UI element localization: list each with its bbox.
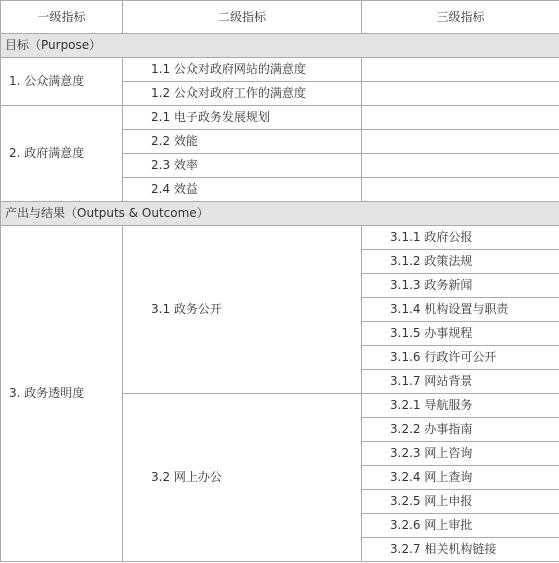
header-level1: 一级指标 xyxy=(1,1,123,34)
level2-cell: 3.2 网上办公 xyxy=(123,394,362,562)
section-row-purpose xyxy=(1,34,559,58)
level3-cell xyxy=(362,82,559,106)
level2-cell: 1.1 公众对政府网站的满意度 xyxy=(123,58,362,82)
level3-cell: 3.1.1 政府公报 xyxy=(362,226,559,250)
level1-cell: 1. 公众满意度 xyxy=(1,58,123,106)
level3-cell xyxy=(362,154,559,178)
level1-cell: 2. 政府满意度 xyxy=(1,106,123,202)
level3-cell xyxy=(362,58,559,82)
level3-cell: 3.2.3 网上咨询 xyxy=(362,442,559,466)
level3-cell xyxy=(362,106,559,130)
level3-cell: 3.2.2 办事指南 xyxy=(362,418,559,442)
level3-cell: 3.2.6 网上审批 xyxy=(362,514,559,538)
level2-cell: 2.4 效益 xyxy=(123,178,362,202)
header-level3: 三级指标 xyxy=(362,1,559,34)
level2-cell: 3.1 政务公开 xyxy=(123,226,362,394)
section-title: 产出与结果（Outputs & Outcome） xyxy=(1,202,559,226)
header-level2: 二级指标 xyxy=(123,1,362,34)
level3-cell xyxy=(362,130,559,154)
level1-cell: 3. 政务透明度 xyxy=(1,226,123,562)
section-title: 目标（Purpose） xyxy=(1,34,559,58)
level3-cell: 3.2.7 相关机构链接 xyxy=(362,538,559,562)
level3-cell: 3.2.4 网上查询 xyxy=(362,466,559,490)
header-row xyxy=(1,1,559,34)
table-row xyxy=(1,226,559,250)
level2-cell: 2.2 效能 xyxy=(123,130,362,154)
level3-cell: 3.2.1 导航服务 xyxy=(362,394,559,418)
table-row xyxy=(1,58,559,82)
level3-cell: 3.1.6 行政许可公开 xyxy=(362,346,559,370)
level2-cell: 2.1 电子政务发展规划 xyxy=(123,106,362,130)
level3-cell: 3.1.5 办事规程 xyxy=(362,322,559,346)
level3-cell: 3.1.7 网站背景 xyxy=(362,370,559,394)
table-row xyxy=(1,106,559,130)
level3-cell: 3.1.3 政务新闻 xyxy=(362,274,559,298)
level3-cell: 3.1.2 政策法规 xyxy=(362,250,559,274)
level3-cell: 3.2.5 网上申报 xyxy=(362,490,559,514)
level3-cell xyxy=(362,178,559,202)
level2-cell: 1.2 公众对政府工作的满意度 xyxy=(123,82,362,106)
level3-cell: 3.1.4 机构设置与职责 xyxy=(362,298,559,322)
level2-cell: 2.3 效率 xyxy=(123,154,362,178)
section-row-outputs xyxy=(1,202,559,226)
